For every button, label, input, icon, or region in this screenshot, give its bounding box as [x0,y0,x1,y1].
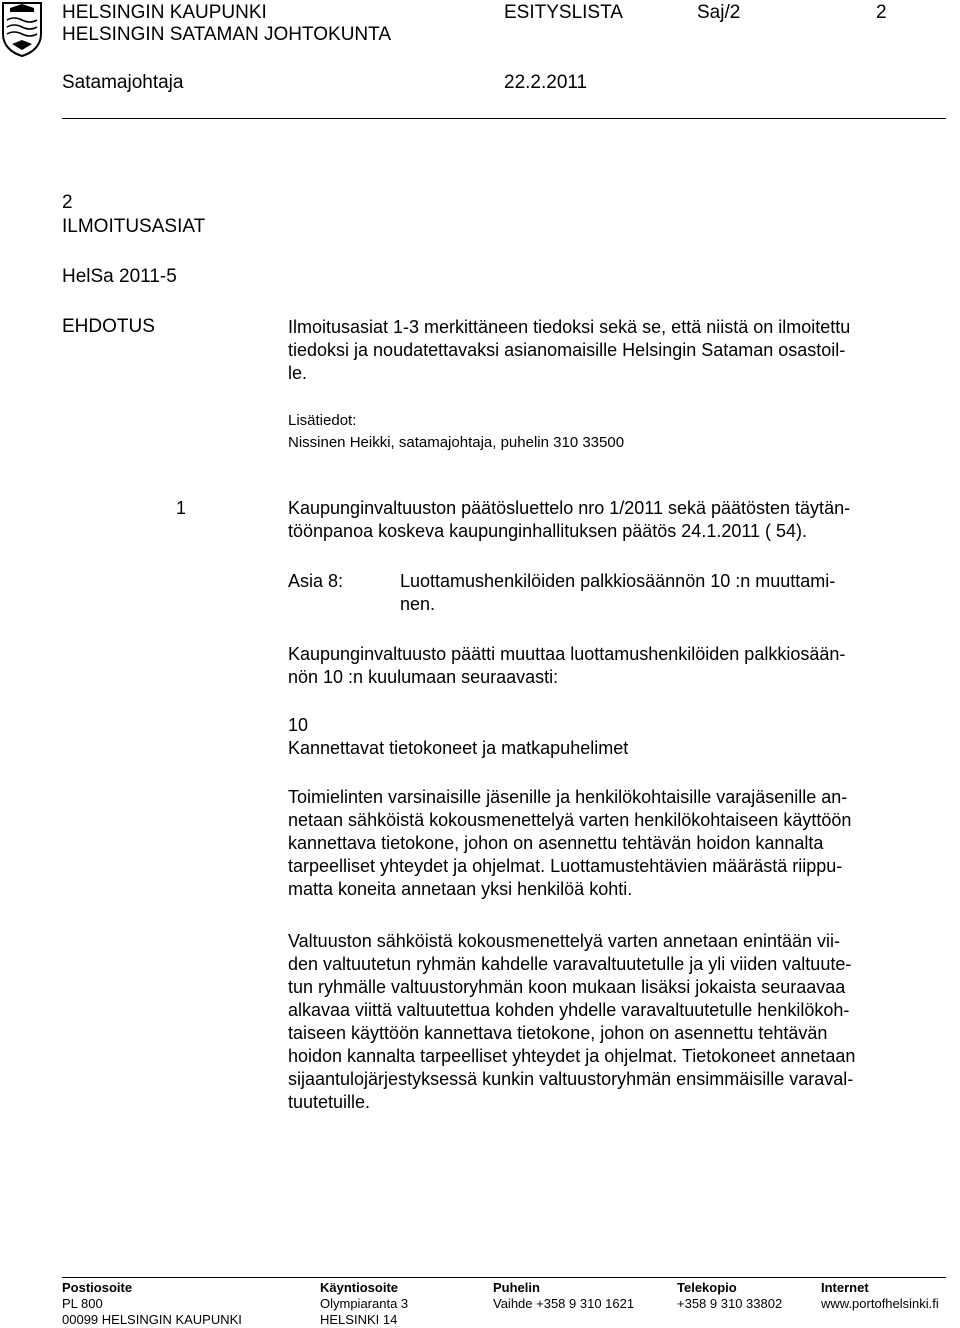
postal-line-2: 00099 HELSINGIN KAUPUNKI [62,1312,242,1327]
decision-text [288,643,948,689]
visit-line-1: Olympiaranta 3 [320,1296,409,1311]
text-line: Toimielinten varsinaisille jäsenille ja henkilökohtaisille varajäsenille an- [288,787,848,807]
text-line: Kaupunginvaltuusto päätti muuttaa luottamushenkilöiden palkkiosään- [288,644,846,664]
text-line: tiedoksi ja noudatettavaksi asianomaisille Helsingin Sataman osastoil- [288,340,846,360]
proposal-label: EHDOTUS [62,316,155,337]
footer-postal [62,1280,242,1328]
asia-text [400,570,835,616]
helsinki-crest-logo [0,0,44,58]
item-title: ILMOITUSASIAT [62,216,206,237]
text-line: Luottamushenkilöiden palkkiosäännön 10 :n muuttami- [400,571,836,591]
section-number: 10 [288,715,309,735]
postal-line-1: PL 800 [62,1296,103,1311]
text-line: töönpanoa koskeva kaupunginhallituksen päätös 24.1.2011 ( 54). [288,521,808,541]
board-name: HELSINGIN SATAMAN JOHTOKUNTA [62,24,392,45]
doc-type: ESITYSLISTA [504,2,623,23]
fax-label: Telekopio [677,1280,737,1295]
web-link[interactable]: www.portofhelsinki.fi [821,1296,939,1311]
item-reference: HelSa 2011-5 [62,266,177,287]
phone-value: Vaihde +358 9 310 1621 [493,1296,635,1311]
text-line: Valtuuston sähköistä kokousmenettelyä varten annetaan enintään vii- [288,931,841,951]
item-number: 2 [62,192,73,213]
visit-line-2: HELSINKI 14 [320,1312,398,1327]
text-line: tarpeelliset yhteydet ja ohjelmat. Luottamustehtävien määrästä riippu- [288,856,843,876]
text-line: den valtuutetun ryhmän kahdelle varavaltuutetulle ja yli viiden valtuute- [288,954,852,974]
text-line: kannettava tietokone, johon on asennettu tehtävän hoidon kannalta [288,833,824,853]
text-line: nön 10 :n kuulumaan seuraavasti: [288,667,559,687]
footer-phone [493,1280,634,1312]
paragraph-2 [288,930,948,1114]
text-line: sijaantulojärjestyksessä kunkin valtuustoryhmän ensimmäisille varaval- [288,1069,854,1089]
footer-rule [62,1277,946,1278]
text-line: Kaupunginvaltuuston päätösluettelo nro 1/2011 sekä päätösten täytän- [288,498,851,518]
asia-label: Asia 8: [288,571,344,591]
paragraph-1 [288,786,948,901]
web-label: Internet [821,1280,869,1295]
role-label: Satamajohtaja [62,72,184,93]
postal-label: Postiosoite [62,1280,133,1295]
footer-web [821,1280,939,1312]
phone-label: Puhelin [493,1280,540,1295]
doc-id: Saj/2 [697,2,741,23]
text-line: netaan sähköistä kokousmenettelyä varten henkilökohtaiseen käyttöön [288,810,852,830]
visit-label: Käyntiosoite [320,1280,399,1295]
proposal-text [288,316,948,385]
section-title: Kannettavat tietokoneet ja matkapuhelimet [288,738,629,758]
text-line: hoidon kannalta tarpeelliset yhteydet ja ohjelmat. Tietokoneet annetaan [288,1046,856,1066]
info-contact: Nissinen Heikki, satamajohtaja, puhelin 310 33500 [288,434,625,451]
text-line: tun ryhmälle valtuustoryhmän koon mukaan lisäksi jokaista seuraavaa [288,977,846,997]
info-label: Lisätiedot: [288,412,357,429]
text-line: nen. [400,594,436,614]
footer-visit [320,1280,408,1328]
text-line: taiseen käyttöön kannettava tietokone, johon on asennettu tehtävän [288,1023,828,1043]
header-rule [62,118,946,119]
notice-number: 1 [176,498,187,518]
meeting-date: 22.2.2011 [504,72,588,93]
city-name: HELSINGIN KAUPUNKI [62,2,267,23]
footer-fax [677,1280,782,1312]
text-line: matta koneita annetaan yksi henkilöä kohti. [288,879,633,899]
page-number: 2 [876,2,887,23]
text-line: le. [288,363,308,383]
text-line: Ilmoitusasiat 1-3 merkittäneen tiedoksi sekä se, että niistä on ilmoitettu [288,317,851,337]
text-line: tuutetuille. [288,1092,371,1112]
text-line: alkavaa viittä valtuutettua kohden yhdelle varavaltuutetulle henkilökoh- [288,1000,850,1020]
fax-value: +358 9 310 33802 [677,1296,783,1311]
notice-text [288,497,948,543]
